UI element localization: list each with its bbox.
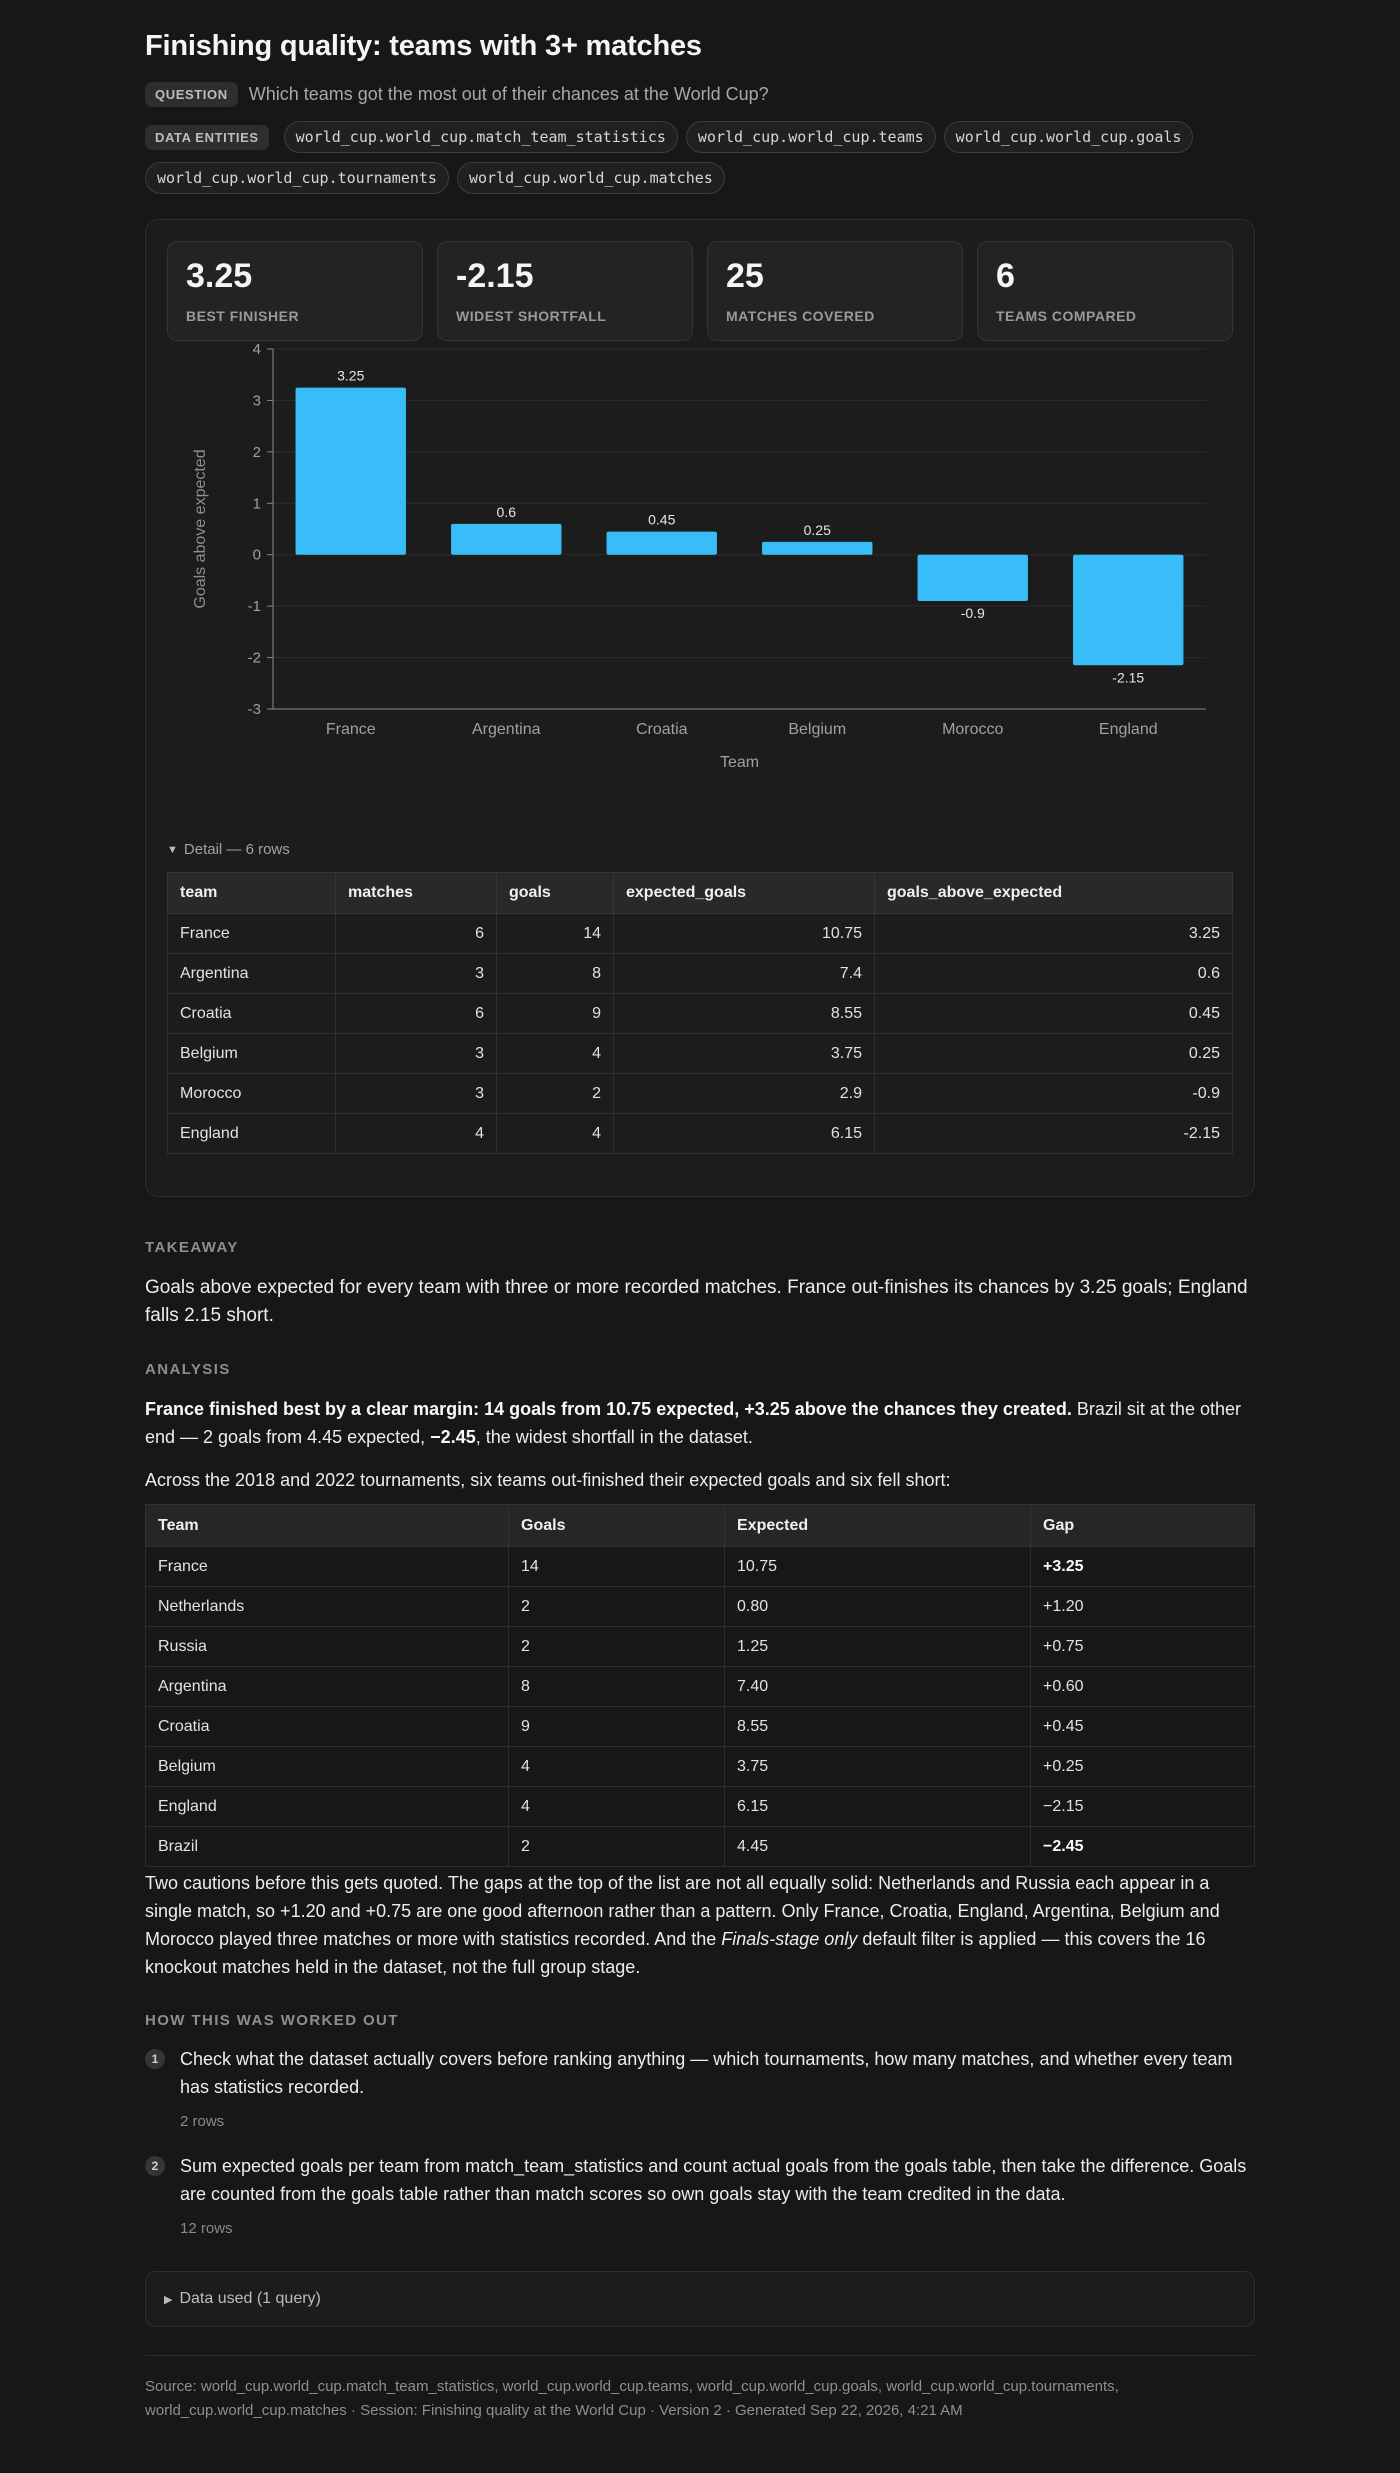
col-header[interactable]: goals bbox=[497, 873, 614, 914]
cell: France bbox=[146, 1547, 509, 1587]
table-row bbox=[168, 1074, 1233, 1114]
cell: Netherlands bbox=[146, 1587, 509, 1627]
gap-header-row bbox=[146, 1505, 1255, 1547]
kpi-card bbox=[437, 241, 693, 341]
col-header[interactable]: team bbox=[168, 873, 336, 914]
cell: 8 bbox=[509, 1667, 725, 1707]
cell: 7.4 bbox=[614, 954, 875, 994]
col-header: Team bbox=[146, 1505, 509, 1547]
analysis-label: ANALYSIS bbox=[145, 1361, 231, 1378]
col-header: Goals bbox=[509, 1505, 725, 1547]
cell: 10.75 bbox=[725, 1547, 1031, 1587]
cell: Argentina bbox=[146, 1667, 509, 1707]
cell: 2 bbox=[509, 1827, 725, 1867]
cell: 8.55 bbox=[725, 1707, 1031, 1747]
table-row bbox=[146, 1587, 1255, 1627]
cell: 2.9 bbox=[614, 1074, 875, 1114]
cell: Belgium bbox=[168, 1034, 336, 1074]
data-entities-tag: DATA ENTITIES bbox=[145, 125, 269, 150]
takeaway-section bbox=[145, 1239, 1255, 1330]
kpi-card bbox=[167, 241, 423, 341]
table-row bbox=[146, 1667, 1255, 1707]
kpi-label: TEAMS COMPARED bbox=[996, 307, 1137, 324]
analysis-text: , the widest shortfall in the dataset. bbox=[475, 1427, 753, 1447]
method-steps bbox=[145, 2045, 1255, 2237]
method-step bbox=[145, 2152, 1255, 2237]
cell bbox=[1031, 1547, 1255, 1587]
table-row bbox=[168, 1114, 1233, 1154]
question-row bbox=[145, 82, 1255, 107]
cell: 4.45 bbox=[725, 1827, 1031, 1867]
bar-chart-svg bbox=[167, 341, 1233, 841]
entity-chip[interactable]: world_cup.world_cup.teams bbox=[686, 121, 936, 153]
cell: +0.75 bbox=[1031, 1627, 1255, 1667]
table-row bbox=[146, 1707, 1255, 1747]
bar-value-label: 3.25 bbox=[337, 367, 365, 384]
kpi-value: 3.25 bbox=[186, 257, 253, 295]
table-row bbox=[146, 1547, 1255, 1587]
cell: 3 bbox=[336, 954, 497, 994]
x-tick-label: Morocco bbox=[942, 721, 1004, 738]
takeaway-text: Goals above expected for every team with three or more recorded matches. France out-finishes its chances by 3.25 goals; England falls 2.15 short. bbox=[145, 1277, 1248, 1326]
cell: 4 bbox=[336, 1114, 497, 1154]
table-row bbox=[146, 1787, 1255, 1827]
y-tick-label: -2 bbox=[247, 649, 261, 667]
entity-chip[interactable]: world_cup.world_cup.goals bbox=[944, 121, 1194, 153]
analysis-text: Brazil sit at the other end — 2 goals from 4.45 expected, bbox=[145, 1399, 1241, 1447]
cell: 9 bbox=[497, 994, 614, 1034]
cell: England bbox=[146, 1787, 509, 1827]
cell: 4 bbox=[497, 1034, 614, 1074]
cell bbox=[1031, 1827, 1255, 1867]
kpi-value: 25 bbox=[726, 257, 764, 295]
kpi-row bbox=[167, 241, 1233, 341]
y-tick-label: -3 bbox=[247, 701, 261, 718]
col-header[interactable]: expected_goals bbox=[614, 873, 875, 914]
bar-value-label: -2.15 bbox=[1112, 669, 1145, 686]
analysis-paragraph-1 bbox=[145, 1395, 1255, 1451]
cell: 10.75 bbox=[614, 914, 875, 954]
filter-name: Finals-stage only bbox=[721, 1929, 858, 1949]
cell: +0.45 bbox=[1031, 1707, 1255, 1747]
table-row bbox=[146, 1747, 1255, 1787]
kpi-value: 6 bbox=[996, 257, 1015, 295]
cell: 3.75 bbox=[725, 1747, 1031, 1787]
cell: Croatia bbox=[146, 1707, 509, 1747]
analysis-text: Two cautions before this gets quoted. The gaps at the top of the list are not all equally solid: Netherlands and Russia each appear in a single match, so +1.20 and +0.75 are one good afternoon rather than a pattern. Only France, Croatia, England, Argentina, Belgium and Morocco played three matches or more with statistics recorded. And the bbox=[145, 1873, 1220, 1949]
cell: 9 bbox=[509, 1707, 725, 1747]
step-body bbox=[180, 2045, 1255, 2130]
bar-chart bbox=[167, 341, 1233, 841]
cell: France bbox=[168, 914, 336, 954]
y-tick-label: 2 bbox=[252, 443, 261, 461]
y-tick-label: 0 bbox=[252, 546, 261, 564]
kpi-value: -2.15 bbox=[456, 257, 534, 295]
cell: -2.15 bbox=[875, 1114, 1233, 1154]
cell: 6.15 bbox=[725, 1787, 1031, 1827]
cell: Belgium bbox=[146, 1747, 509, 1787]
bar-value-label: 0.25 bbox=[803, 521, 831, 538]
cell: 2 bbox=[509, 1587, 725, 1627]
x-tick-label: England bbox=[1098, 721, 1158, 738]
step-text: Sum expected goals per team from match_team_statistics and count actual goals from the goals table, then take the difference. Goals are counted from the goals table rather than match scores so own goals stay with the team credited in the data. bbox=[180, 2156, 1247, 2204]
analysis-text: default filter is applied — this covers the 16 knockout matches held in the dataset, not the full group stage. bbox=[145, 1929, 1206, 1977]
cell: −2.15 bbox=[1031, 1787, 1255, 1827]
bar bbox=[1073, 555, 1183, 666]
cell: 4 bbox=[509, 1747, 725, 1787]
x-tick-label: Argentina bbox=[472, 721, 541, 738]
step-number: 2 bbox=[145, 2156, 165, 2176]
cell: 2 bbox=[497, 1074, 614, 1114]
detail-header-row bbox=[168, 873, 1233, 914]
step-number: 1 bbox=[145, 2049, 165, 2069]
cell: +1.20 bbox=[1031, 1587, 1255, 1627]
data-used-toggle[interactable] bbox=[145, 2271, 1255, 2327]
step-body bbox=[180, 2152, 1255, 2237]
bar-value-label: 0.6 bbox=[496, 503, 516, 520]
method-step bbox=[145, 2045, 1255, 2130]
analysis-section bbox=[145, 1361, 1255, 1981]
takeaway-label: TAKEAWAY bbox=[145, 1239, 239, 1256]
detail-toggle[interactable] bbox=[167, 841, 1233, 858]
data-used-label: Data used (1 query) bbox=[179, 2290, 321, 2307]
cell: 3 bbox=[336, 1074, 497, 1114]
step-text: Check what the dataset actually covers before ranking anything — which tournaments, how many matches, and whether every team has statistics recorded. bbox=[180, 2049, 1233, 2097]
table-row bbox=[146, 1627, 1255, 1667]
cell: 0.45 bbox=[875, 994, 1233, 1034]
kpi-label: BEST FINISHER bbox=[186, 307, 300, 324]
y-axis-title: Goals above expected bbox=[192, 449, 209, 609]
report-page bbox=[145, 0, 1255, 2423]
triangle-right-icon: ▶ bbox=[164, 2293, 173, 2306]
cell: 8 bbox=[497, 954, 614, 994]
cell: Argentina bbox=[168, 954, 336, 994]
table-row bbox=[168, 1034, 1233, 1074]
col-header[interactable]: goals_above_expected bbox=[875, 873, 1233, 914]
cell: 0.80 bbox=[725, 1587, 1031, 1627]
bar bbox=[451, 524, 561, 555]
cell: +0.60 bbox=[1031, 1667, 1255, 1707]
gap-value: +3.25 bbox=[1043, 1557, 1084, 1575]
cell: 3.25 bbox=[875, 914, 1233, 954]
bar bbox=[296, 388, 406, 555]
footer-source: Source: world_cup.world_cup.match_team_statistics, world_cup.world_cup.teams, world_cup.world_cup.goals, world_cup.world_cup.tournaments, world_cup.world_cup.matches · Session: Finishing quality at the World Cup · Version 2 · Generated Sep 22, 2026, 4:21 AM bbox=[145, 2378, 1119, 2419]
table-row bbox=[168, 954, 1233, 994]
step-row-count[interactable]: 2 rows bbox=[180, 2113, 225, 2130]
page-title: Finishing quality: teams with 3+ matches bbox=[145, 30, 702, 62]
triangle-down-icon: ▼ bbox=[167, 843, 178, 856]
results-panel bbox=[145, 219, 1255, 1197]
gap-value: −2.45 bbox=[1043, 1837, 1084, 1855]
data-entities bbox=[145, 121, 1255, 194]
cell: 14 bbox=[509, 1547, 725, 1587]
detail-toggle-label: Detail — 6 rows bbox=[183, 841, 290, 858]
cell: Morocco bbox=[168, 1074, 336, 1114]
method-section bbox=[145, 2012, 1255, 2237]
kpi-card bbox=[977, 241, 1233, 341]
bar bbox=[607, 532, 717, 555]
cell: England bbox=[168, 1114, 336, 1154]
gap-table bbox=[145, 1504, 1255, 1867]
cell: 8.55 bbox=[614, 994, 875, 1034]
analysis-paragraph-3 bbox=[145, 1869, 1255, 1981]
cell: 0.25 bbox=[875, 1034, 1233, 1074]
cell: Brazil bbox=[146, 1827, 509, 1867]
cell: 2 bbox=[509, 1627, 725, 1667]
kpi-label: MATCHES COVERED bbox=[726, 307, 875, 324]
cell: 6 bbox=[336, 914, 497, 954]
analysis-emphasis: −2.45 bbox=[430, 1427, 476, 1447]
cell: 6.15 bbox=[614, 1114, 875, 1154]
cell: -0.9 bbox=[875, 1074, 1233, 1114]
y-tick-label: 1 bbox=[252, 495, 261, 513]
x-tick-label: Belgium bbox=[788, 721, 847, 738]
entity-chip[interactable]: world_cup.world_cup.match_team_statistics bbox=[284, 121, 678, 153]
analysis-paragraph-2: Across the 2018 and 2022 tournaments, six teams out-finished their expected goals and six fell short: bbox=[145, 1470, 951, 1490]
bar-value-label: 0.45 bbox=[648, 511, 676, 528]
analysis-lead: France finished best by a clear margin: 14 goals from 10.75 expected, +3.25 above the chances they created. bbox=[145, 1399, 1072, 1419]
bar-value-label: -0.9 bbox=[960, 605, 985, 621]
cell: 4 bbox=[509, 1787, 725, 1827]
cell: 14 bbox=[497, 914, 614, 954]
col-header: Gap bbox=[1031, 1505, 1255, 1547]
cell: Russia bbox=[146, 1627, 509, 1667]
col-header[interactable]: matches bbox=[336, 873, 497, 914]
cell: +0.25 bbox=[1031, 1747, 1255, 1787]
cell: 1.25 bbox=[725, 1627, 1031, 1667]
bar bbox=[918, 555, 1028, 601]
bar bbox=[762, 542, 872, 555]
x-tick-label: France bbox=[325, 721, 376, 738]
cell: 3 bbox=[336, 1034, 497, 1074]
y-tick-label: -1 bbox=[247, 598, 261, 616]
table-row bbox=[146, 1827, 1255, 1867]
x-axis-title: Team bbox=[719, 754, 760, 771]
cell: Croatia bbox=[168, 994, 336, 1034]
y-tick-label: 4 bbox=[252, 341, 261, 358]
kpi-card bbox=[707, 241, 963, 341]
footer-divider bbox=[145, 2355, 1255, 2356]
y-tick-label: 3 bbox=[252, 392, 261, 410]
cell: 0.6 bbox=[875, 954, 1233, 994]
method-label: HOW THIS WAS WORKED OUT bbox=[145, 2012, 399, 2029]
cell: 4 bbox=[497, 1114, 614, 1154]
entity-chip[interactable]: world_cup.world_cup.tournaments bbox=[145, 162, 449, 194]
cell: 6 bbox=[336, 994, 497, 1034]
step-row-count[interactable]: 12 rows bbox=[180, 2220, 233, 2237]
x-tick-label: Croatia bbox=[635, 721, 688, 738]
detail-table bbox=[167, 872, 1233, 1154]
cell: 3.75 bbox=[614, 1034, 875, 1074]
col-header: Expected bbox=[725, 1505, 1031, 1547]
kpi-label: WIDEST SHORTFALL bbox=[456, 307, 607, 324]
question-text: Which teams got the most out of their chances at the World Cup? bbox=[248, 84, 769, 104]
cell: 7.40 bbox=[725, 1667, 1031, 1707]
table-row bbox=[168, 994, 1233, 1034]
question-tag: QUESTION bbox=[145, 82, 238, 107]
table-row bbox=[168, 914, 1233, 954]
entity-chip[interactable]: world_cup.world_cup.matches bbox=[457, 162, 725, 194]
